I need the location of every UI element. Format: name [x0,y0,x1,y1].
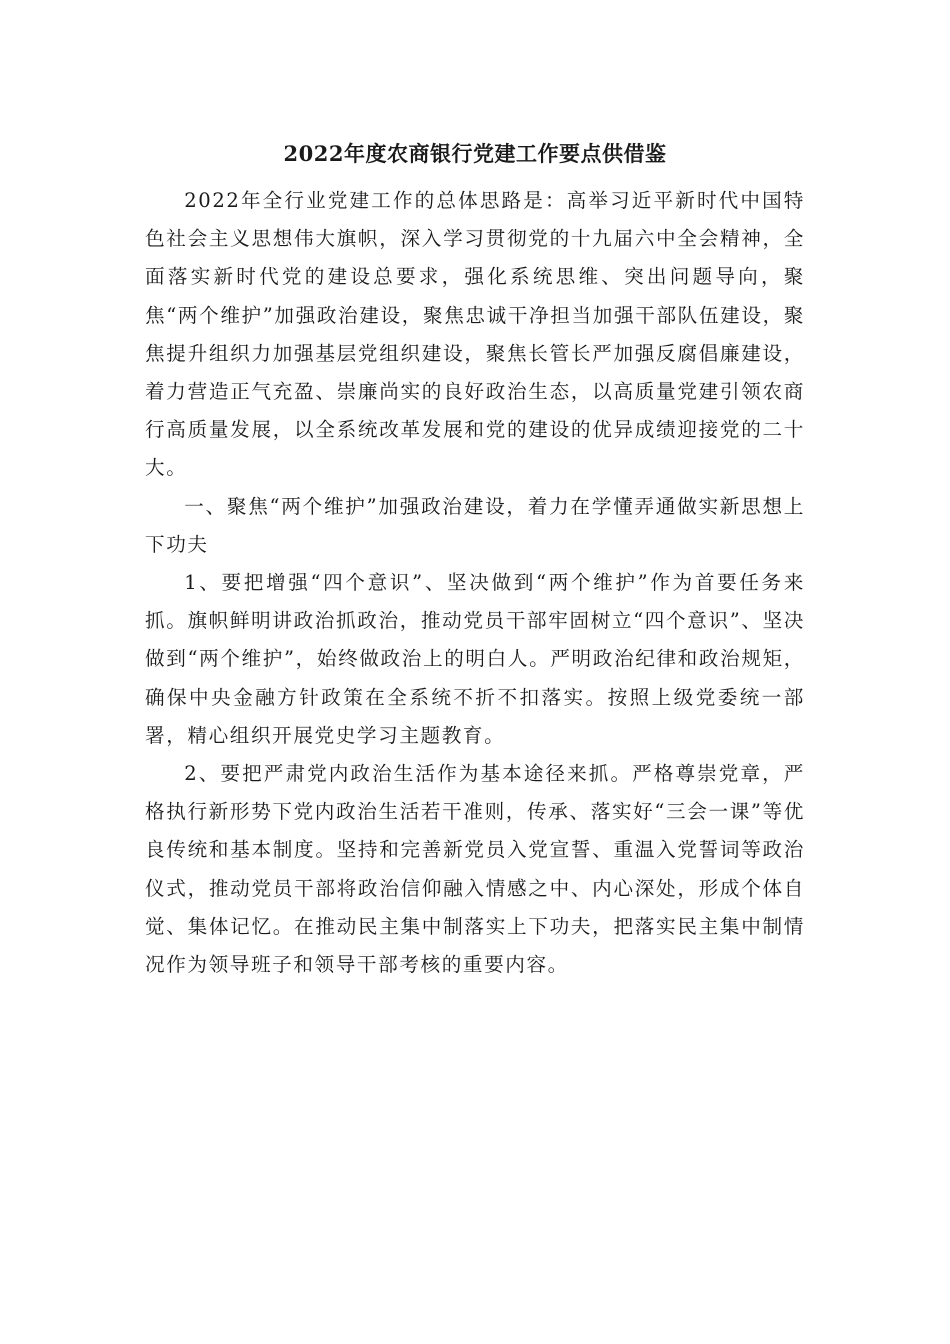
document-body [145,182,805,984]
paragraph-item-1: 1、要把增强“四个意识”、坚决做到“两个维护”作为首要任务来抓。旗帜鲜明讲政治抓政治，推动党员干部牢固树立“四个意识”、坚决做到“两个维护”，始终做政治上的明白人。严明政治纪律和政治规矩，确保中央金融方针政策在全系统不折不扣落实。按照上级党委统一部署，精心组织开展党史学习主题教育。 [145,571,805,747]
paragraph-overview: 2022年全行业党建工作的总体思路是：高举习近平新时代中国特色社会主义思想伟大旗帜，深入学习贯彻党的十九届六中全会精神，全面落实新时代党的建设总要求，强化系统思维、突出问题导向，聚焦“两个维护”加强政治建设，聚焦忠诚干净担当加强干部队伍建设，聚焦提升组织力加强基层党组织建设，聚焦长管长严加强反腐倡廉建设，着力营造正气充盈、崇廉尚实的良好政治生态，以高质量党建引领农商行高质量发展，以全系统改革发展和党的建设的优异成绩迎接党的二十大。 [145,189,805,480]
paragraph-item-2: 2、要把严肃党内政治生活作为基本途径来抓。严格尊崇党章，严格执行新形势下党内政治生活若干准则，传承、落实好“三会一课”等优良传统和基本制度。坚持和完善新党员入党宣誓、重温入党誓词等政治仪式，推动党员干部将政治信仰融入情感之中、内心深处，形成个体自觉、集体记忆。在推动民主集中制落实上下功夫，把落实民主集中制情况作为领导班子和领导干部考核的重要内容。 [145,762,805,977]
section-heading-1: 一、聚焦“两个维护”加强政治建设，着力在学懂弄通做实新思想上下功夫 [145,494,805,556]
document-title: 2022年度农商银行党建工作要点供借鉴 [283,141,667,166]
